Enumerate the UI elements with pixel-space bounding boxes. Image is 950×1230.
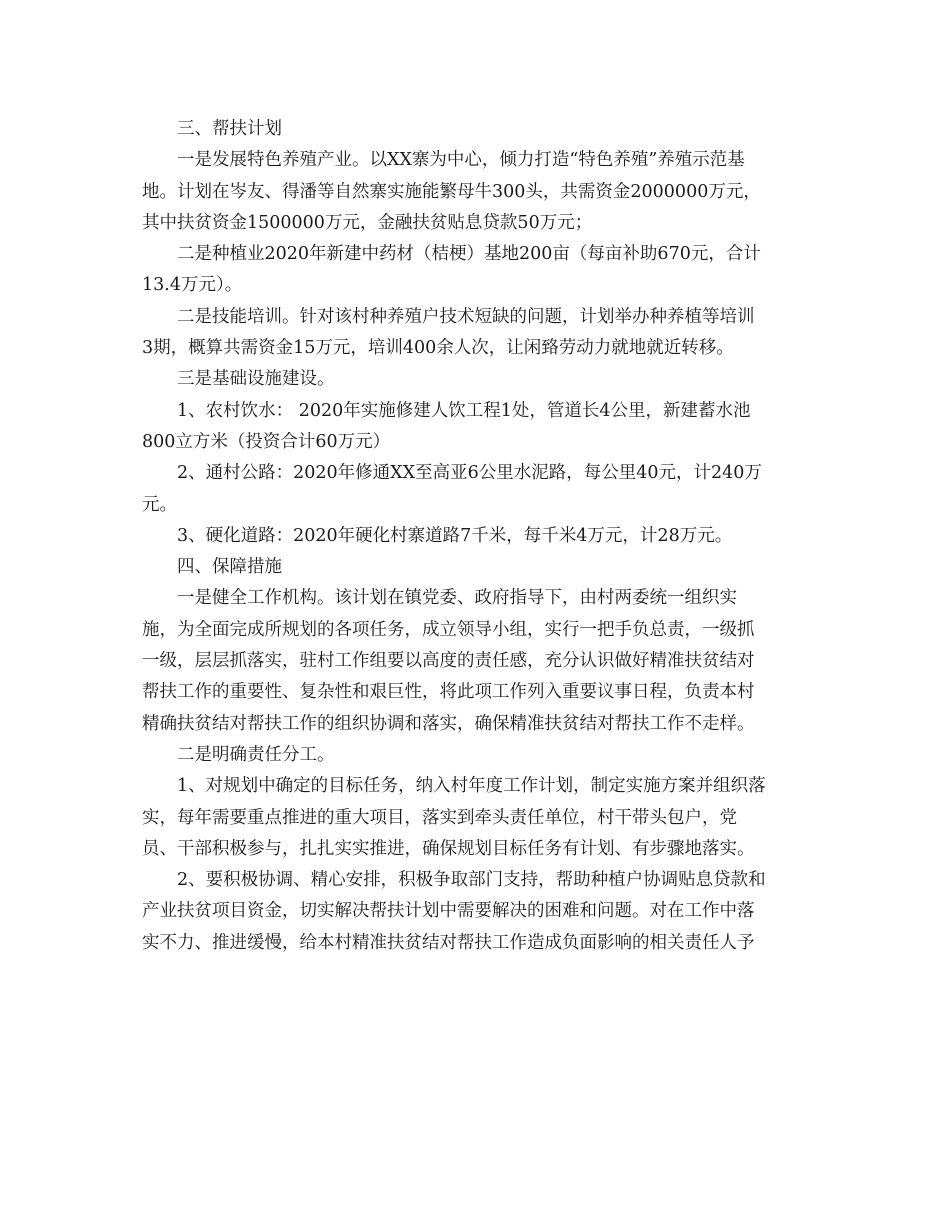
text-line: 三是基础设施建设。 — [177, 369, 335, 390]
text-line: 一级，层层抓落实，驻村工作组要以高度的责任感，充分认识做好精准扶贫结对 — [142, 651, 755, 672]
paragraph — [142, 583, 810, 739]
text-line: 800立方米（投资合计60万元） — [142, 431, 391, 452]
paragraph — [142, 771, 810, 865]
paragraph — [142, 364, 810, 395]
paragraph — [142, 239, 810, 302]
paragraph — [142, 521, 810, 552]
document-body — [142, 114, 810, 959]
paragraph — [142, 114, 810, 145]
text-line: 一是健全工作机构。该计划在镇党委、政府指导下，由村两委统一组织实 — [177, 588, 737, 609]
text-line: 2、要积极协调、精心安排，积极争取部门支持，帮助种植户协调贴息贷款和 — [177, 870, 766, 891]
paragraph — [142, 552, 810, 583]
text-line: 帮扶工作的重要性、复杂性和艰巨性，将此项工作列入重要议事日程，负责本村 — [142, 682, 755, 703]
text-line: 13.4万元）。 — [142, 275, 243, 296]
paragraph — [142, 740, 810, 771]
text-line: 1、对规划中确定的目标任务，纳入村年度工作计划，制定实施方案并组织落 — [177, 776, 766, 797]
text-line: 二是技能培训。针对该村种养殖户技术短缺的问题，计划举办种养植等培训 — [177, 306, 755, 327]
text-line: 二是明确责任分工。 — [177, 744, 335, 765]
paragraph — [142, 302, 810, 365]
paragraph — [142, 458, 810, 521]
text-line: 实不力、推进缓慢，给本村精准扶贫结对帮扶工作造成负面影响的相关责任人予 — [142, 932, 755, 953]
text-line: 精确扶贫结对帮扶工作的组织协调和落实，确保精准扶贫结对帮扶工作不走样。 — [142, 713, 755, 734]
paragraph — [142, 396, 810, 459]
text-line: 员、干部积极参与，扎扎实实推进，确保规划目标任务有计划、有步骤地落实。 — [142, 838, 755, 859]
text-line: 3、硬化道路：2020年硬化村寨道路7千米，每千米4万元，计28万元。 — [177, 525, 733, 546]
text-line: 四、保障措施 — [177, 557, 282, 578]
text-line: 二是种植业2020年新建中药材（桔梗）基地200亩（每亩补助670元，合计 — [177, 244, 761, 265]
text-line: 产业扶贫项目资金，切实解决帮扶计划中需要解决的困难和问题。对在工作中落 — [142, 901, 755, 922]
text-line: 3期，概算共需资金15万元，培训400余人次，让闲臵劳动力就地就近转移。 — [142, 338, 734, 359]
text-line: 三、帮扶计划 — [177, 119, 282, 139]
text-line: 一是发展特色养殖产业。以XX寨为中心，倾力打造“特色养殖”养殖示范基 — [177, 150, 745, 171]
text-line: 地。计划在岑友、得潘等自然寨实施能繁母牛300头，共需资金2000000万元， — [142, 181, 761, 202]
text-line: 2、通村公路：2020年修通XX至高亚6公里水泥路，每公里40元，计240万 — [177, 463, 762, 484]
text-line: 其中扶贫资金1500000万元，金融扶贫贴息贷款50万元； — [142, 212, 593, 233]
paragraph — [142, 145, 810, 239]
text-line: 施，为全面完成所规划的各项任务，成立领导小组，实行一把手负总责，一级抓 — [142, 619, 755, 640]
paragraph — [142, 865, 810, 959]
text-line: 元。 — [142, 494, 177, 515]
text-line: 1、农村饮水： 2020年实施修建人饮工程1处，管道长4公里，新建蓄水池 — [177, 400, 751, 421]
text-line: 实，每年需要重点推进的重大项目，落实到牵头责任单位，村干带头包户，党 — [142, 807, 737, 828]
